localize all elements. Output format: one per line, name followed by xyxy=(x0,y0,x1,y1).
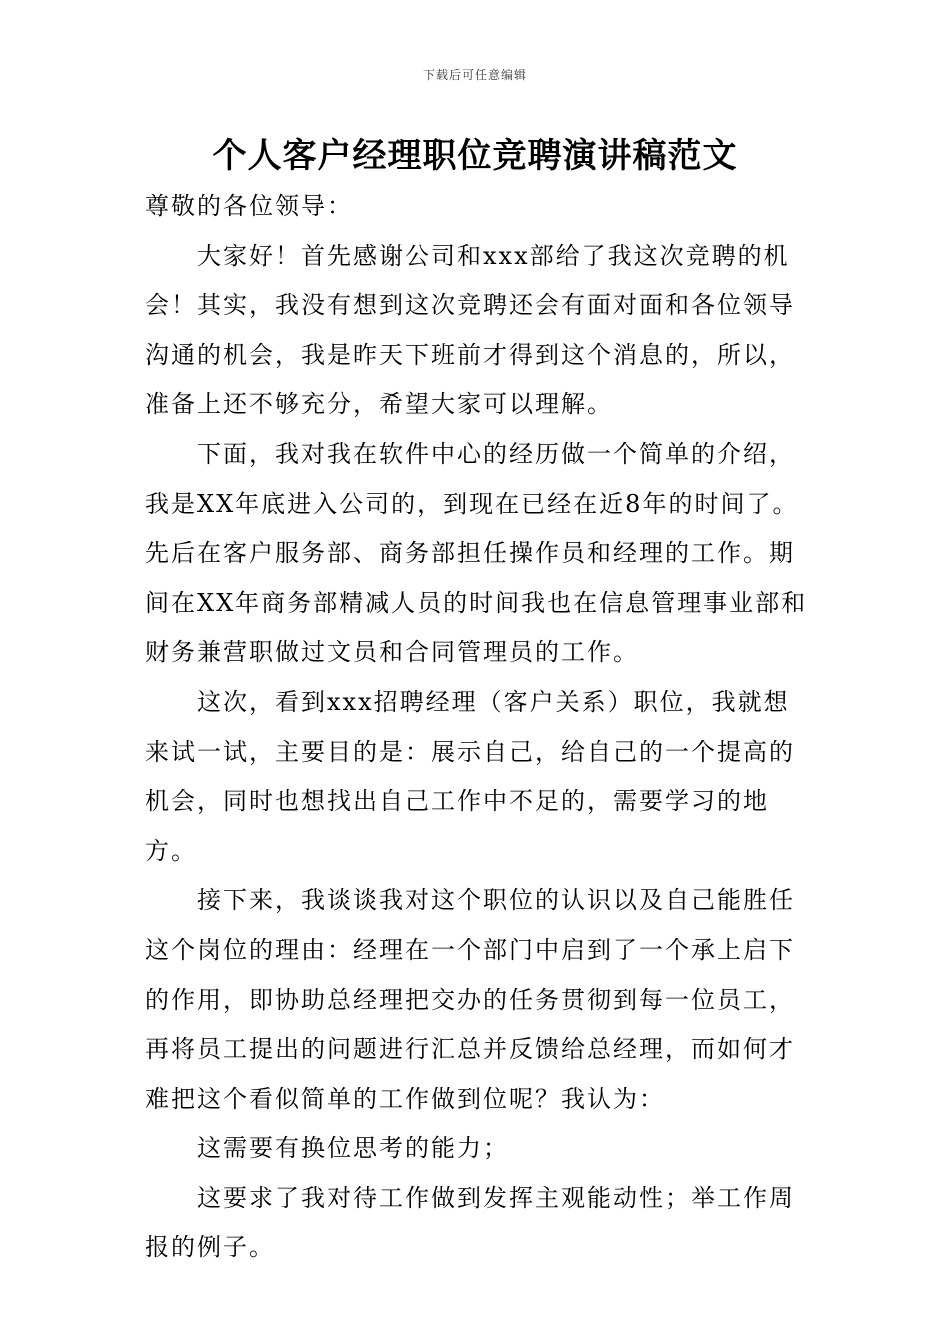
paragraph-5: 这需要有换位思考的能力； xyxy=(197,1134,509,1163)
paragraph-1: 大家好！首先感谢公司和xxx部给了我这次竞聘的机会！其实，我没有想到这次竞聘还会有面对面和各位领导沟通的机会，我是昨天下班前才得到这个消息的，所以，准备上还不够充分，希望大家可以理解。 xyxy=(145,241,795,419)
paragraph-6: 这要求了我对待工作做到发挥主观能动性；举工作周报的例子。 xyxy=(145,1183,795,1262)
paragraph-2: 下面，我对我在软件中心的经历做一个简单的介绍，我是XX年底进入公司的，到现在已经在近8年的时间了。先后在客户服务部、商务部担任操作员和经理的工作。期间在XX年商务部精减人员的时间我也在信息管理事业部和财务兼营职做过文员和合同管理员的工作。 xyxy=(145,439,808,667)
paragraph-4: 接下来，我谈谈我对这个职位的认识以及自己能胜任这个岗位的理由：经理在一个部门中启到了一个承上启下的作用，即协助总经理把交办的任务贯彻到每一位员工，再将员工提出的问题进行汇总并反馈给总经理，而如何才难把这个看似简单的工作做到位呢？我认为： xyxy=(145,886,795,1113)
document-title: 个人客户经理职位竞聘演讲稿范文 xyxy=(212,136,738,176)
greeting: 尊敬的各位领导： xyxy=(145,192,353,220)
paragraph-3: 这次，看到xxx招聘经理（客户关系）职位，我就想来试一试，主要目的是：展示自己，给自己的一个提高的机会，同时也想找出自己工作中不足的，需要学习的地方。 xyxy=(145,687,795,865)
document-body xyxy=(145,182,810,1273)
header-note: 下载后可任意编辑 xyxy=(422,68,527,82)
